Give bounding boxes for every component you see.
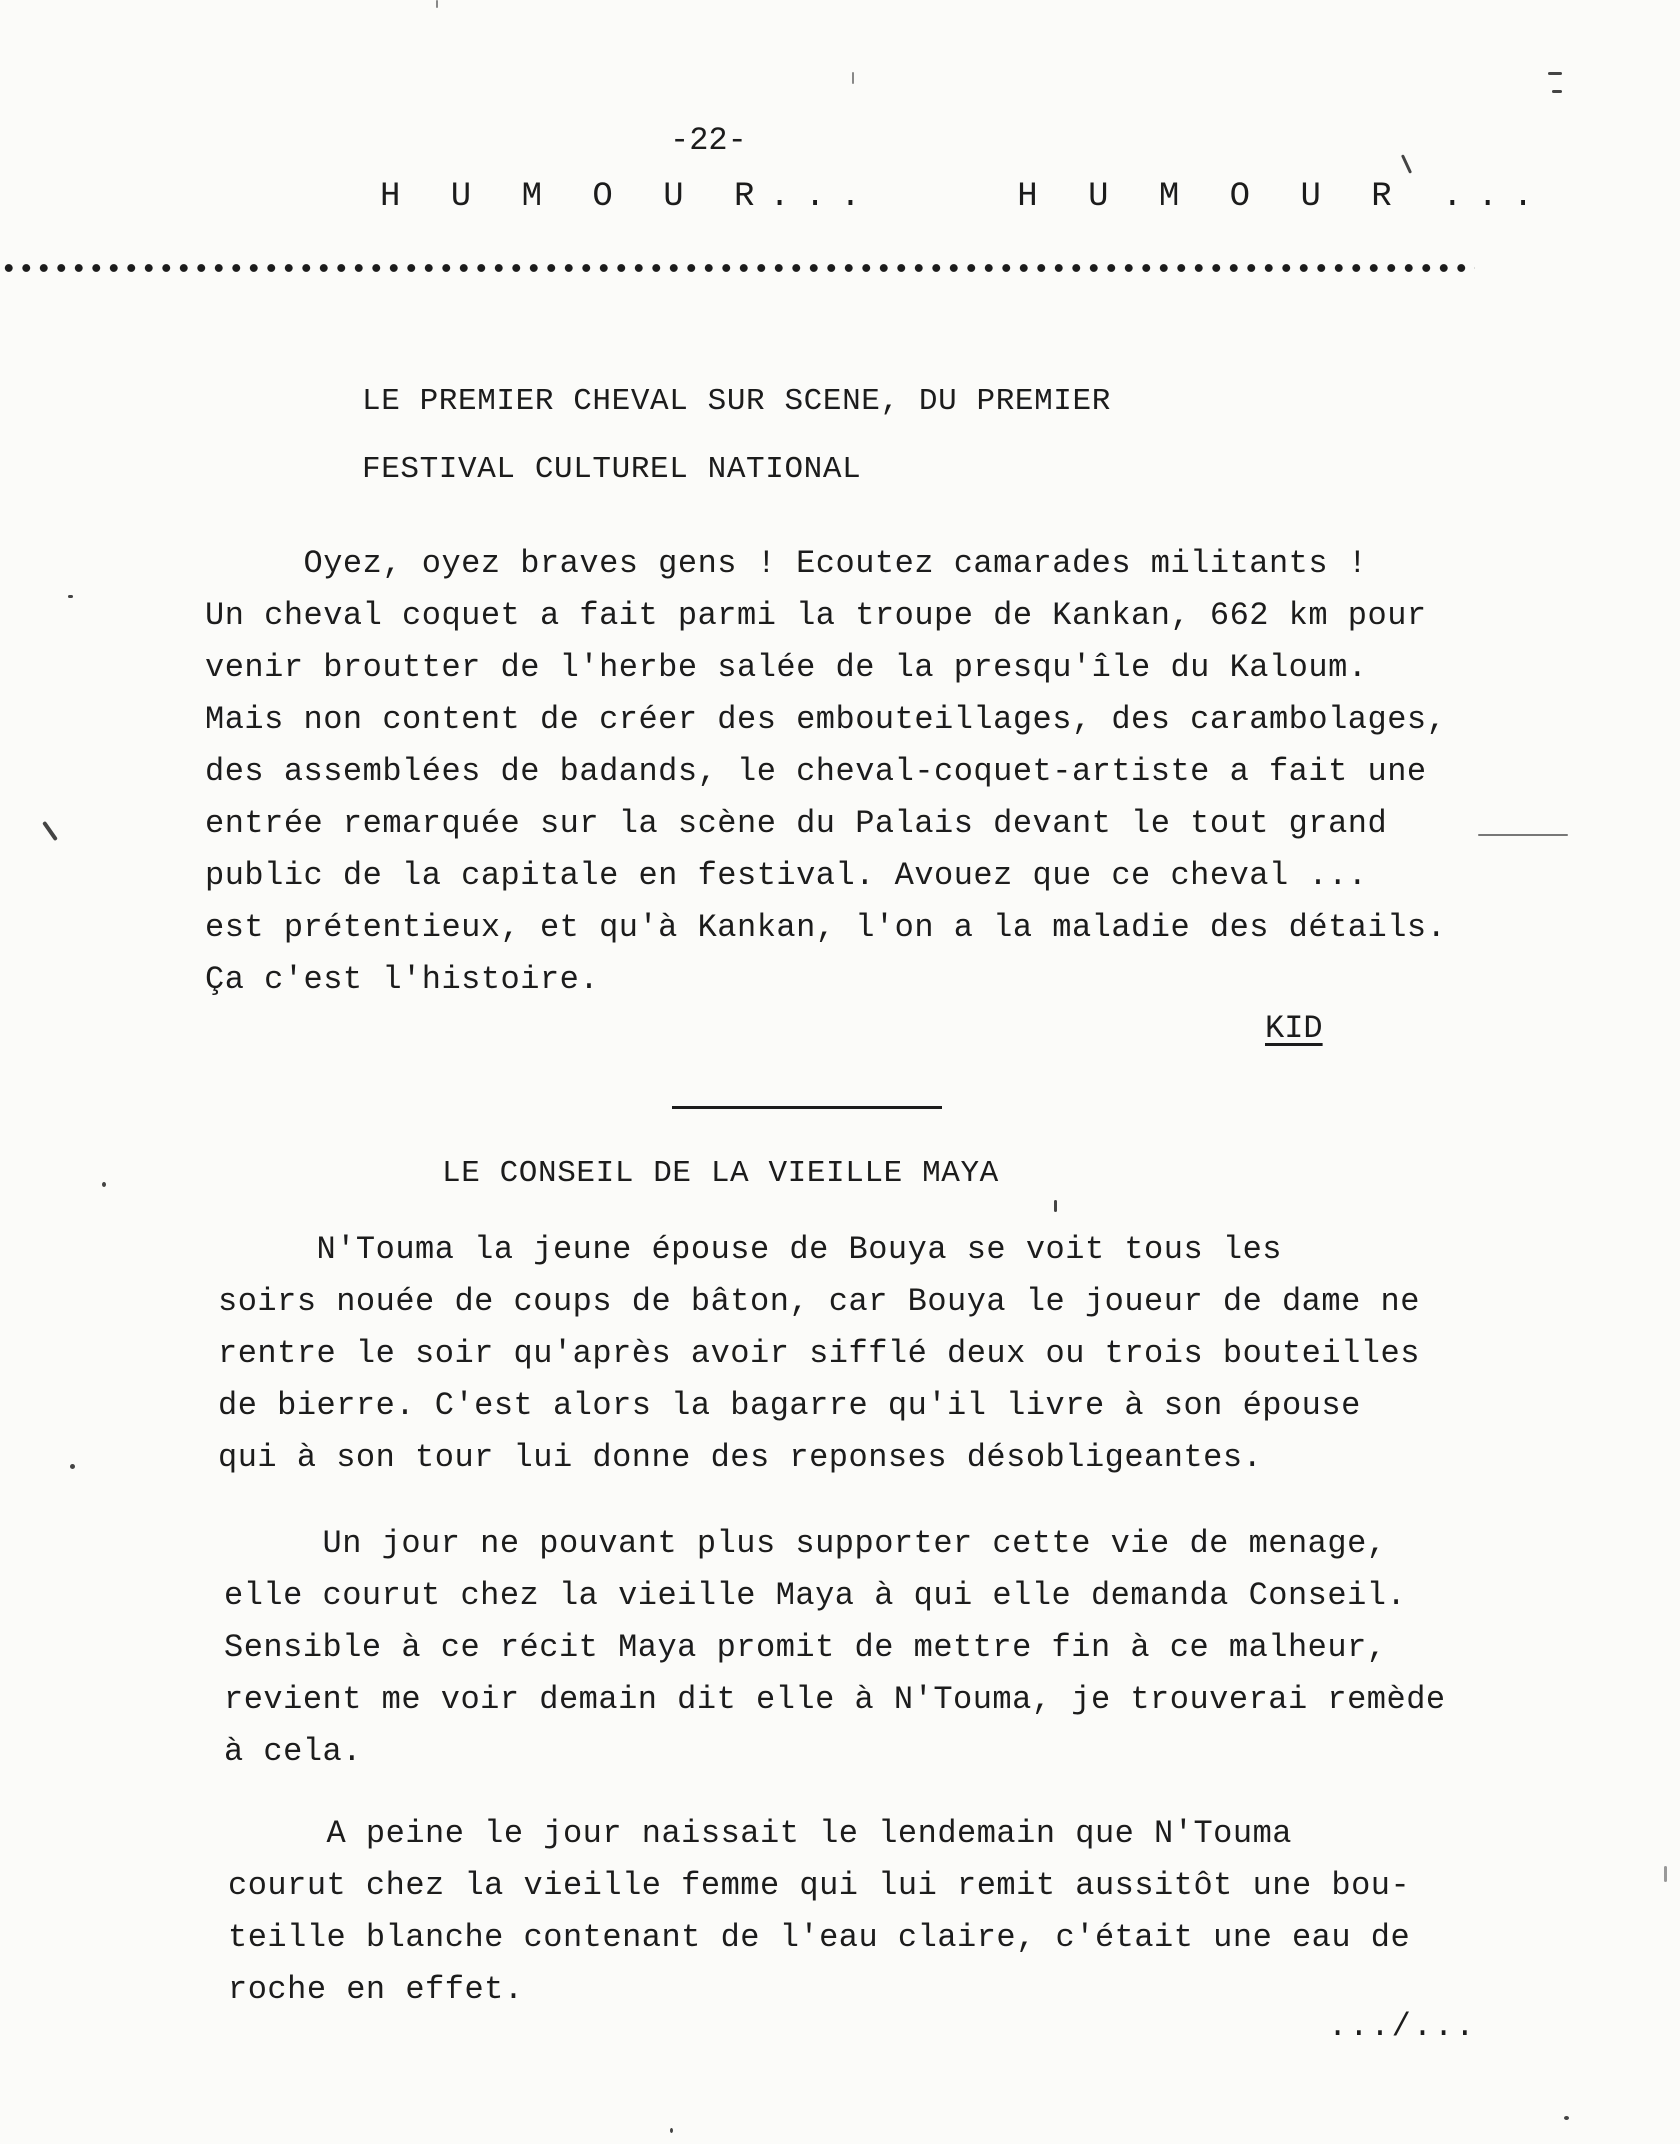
article1-line: entrée remarquée sur la scène du Palais devant le tout grand bbox=[205, 805, 1388, 842]
article2-line: revient me voir demain dit elle à N'Touma, je trouverai remède bbox=[224, 1681, 1446, 1718]
article2-line: Sensible à ce récit Maya promit de mettre fin à ce malheur, bbox=[224, 1629, 1387, 1666]
article2-line: roche en effet. bbox=[228, 1971, 524, 2008]
scan-speck bbox=[70, 1464, 75, 1469]
scan-speck bbox=[1478, 834, 1568, 836]
dotted-rule bbox=[0, 262, 1475, 274]
article2-paragraph-1 bbox=[218, 1231, 1618, 1504]
article2-line: A peine le jour naissait le lendemain que N'Touma bbox=[228, 1815, 1292, 1852]
scan-speck bbox=[852, 72, 854, 84]
article2-line: courut chez la vieille femme qui lui remit aussitôt une bou- bbox=[228, 1867, 1411, 1904]
scan-speck bbox=[670, 2128, 673, 2133]
continuation-marker: .../... bbox=[1328, 2008, 1477, 2045]
article1-line: venir broutter de l'herbe salée de la presqu'île du Kaloum. bbox=[205, 649, 1368, 686]
scan-speck bbox=[1548, 72, 1562, 75]
page-number: -22- bbox=[670, 122, 747, 159]
scan-speck bbox=[68, 595, 73, 598]
article2-line: qui à son tour lui donne des reponses désobligeantes. bbox=[218, 1439, 1263, 1476]
article2-line: N'Touma la jeune épouse de Bouya se voit tous les bbox=[218, 1231, 1282, 1268]
article1-heading-line-2: FESTIVAL CULTUREL NATIONAL bbox=[362, 452, 862, 487]
article2-line: rentre le soir qu'après avoir sifflé deux ou trois bouteilles bbox=[218, 1335, 1420, 1372]
scan-speck bbox=[42, 821, 58, 841]
article1-line: des assemblées de badands, le cheval-coquet-artiste a fait une bbox=[205, 753, 1427, 790]
article2-paragraph-3 bbox=[228, 1815, 1628, 2038]
article1-line: Un cheval coquet a fait parmi la troupe de Kankan, 662 km pour bbox=[205, 597, 1427, 634]
article2-line: soirs nouée de coups de bâton, car Bouya le joueur de dame ne bbox=[218, 1283, 1420, 1320]
article2-paragraph-2 bbox=[224, 1525, 1624, 1798]
signature: KID bbox=[1265, 1010, 1323, 1047]
scan-speck bbox=[1054, 1200, 1057, 1212]
scan-speck bbox=[1564, 2116, 1569, 2120]
scan-speck bbox=[436, 0, 438, 8]
article1-line: public de la capitale en festival. Avouez que ce cheval ... bbox=[205, 857, 1368, 894]
scan-speck bbox=[1552, 90, 1562, 93]
article1-line: Mais non content de créer des embouteillages, des carambolages, bbox=[205, 701, 1447, 738]
article2-line: de bierre. C'est alors la bagarre qu'il livre à son épouse bbox=[218, 1387, 1361, 1424]
article2-heading: LE CONSEIL DE LA VIEILLE MAYA bbox=[442, 1156, 999, 1191]
scan-speck bbox=[102, 1182, 106, 1187]
scan-speck bbox=[1664, 1866, 1667, 1882]
section-title: H U M O U R... H U M O U R ... bbox=[380, 178, 1549, 216]
article1-heading-line-1: LE PREMIER CHEVAL SUR SCENE, DU PREMIER bbox=[362, 384, 1111, 419]
article1-line: est prétentieux, et qu'à Kankan, l'on a la maladie des détails. bbox=[205, 909, 1447, 946]
article1-line: Ça c'est l'histoire. bbox=[205, 961, 600, 998]
separator-rule bbox=[672, 1106, 942, 1109]
article1-body bbox=[205, 545, 1605, 998]
article2-line: à cela. bbox=[224, 1733, 362, 1770]
article2-line: Un jour ne pouvant plus supporter cette vie de menage, bbox=[224, 1525, 1387, 1562]
article2-line: teille blanche contenant de l'eau claire, c'était une eau de bbox=[228, 1919, 1411, 1956]
scan-speck bbox=[1401, 154, 1412, 173]
article1-line: Oyez, oyez braves gens ! Ecoutez camarades militants ! bbox=[205, 545, 1368, 582]
article2-line: elle courut chez la vieille Maya à qui elle demanda Conseil. bbox=[224, 1577, 1407, 1614]
